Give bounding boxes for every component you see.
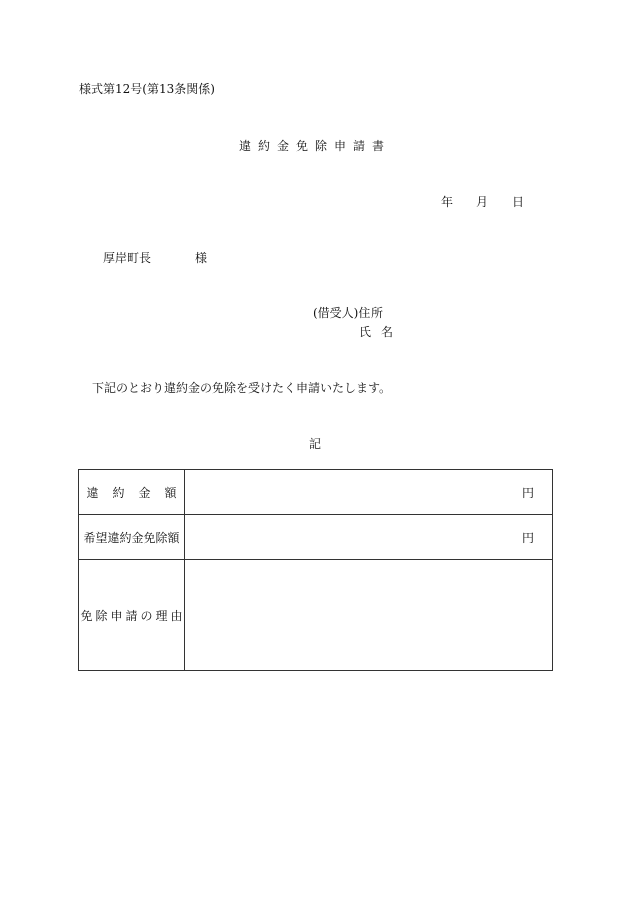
- record-heading: 記: [308, 437, 321, 451]
- recipient-name: 厚岸町長: [103, 251, 152, 265]
- form-number: 様式第12号(第13条関係): [79, 82, 215, 96]
- requested-exemption-field[interactable]: [185, 515, 553, 560]
- exemption-reason-label-cell: [79, 560, 185, 671]
- request-statement: 下記のとおり違約金の免除を受けたく申請いたします。: [92, 381, 392, 395]
- requested-exemption-label: 希望違約金免除額: [83, 530, 180, 545]
- document-title: 違約金免除申請書: [238, 139, 391, 153]
- date-month-label: 月: [476, 195, 489, 209]
- yen-unit: 円: [521, 530, 534, 545]
- recipient-honorific: 様: [195, 251, 208, 265]
- date-day-label: 日: [512, 195, 525, 209]
- penalty-amount-label-cell: [79, 470, 191, 515]
- borrower-address-label: (借受人)住: [313, 306, 371, 320]
- penalty-amount-label: 違約金額: [86, 485, 191, 500]
- exemption-reason-field[interactable]: [185, 560, 553, 671]
- address-label: 所: [371, 306, 394, 320]
- table-row: [79, 560, 553, 671]
- exemption-reason-label: 免除申請の理由: [80, 608, 186, 623]
- date-year-label: 年: [441, 195, 454, 209]
- penalty-amount-field[interactable]: [185, 470, 553, 515]
- name-label: 氏名: [359, 325, 404, 339]
- requested-exemption-label-cell: [79, 515, 185, 560]
- table-row: [79, 470, 553, 515]
- yen-unit: 円: [521, 485, 534, 500]
- application-details-table: [78, 469, 553, 671]
- table-row: [79, 515, 553, 560]
